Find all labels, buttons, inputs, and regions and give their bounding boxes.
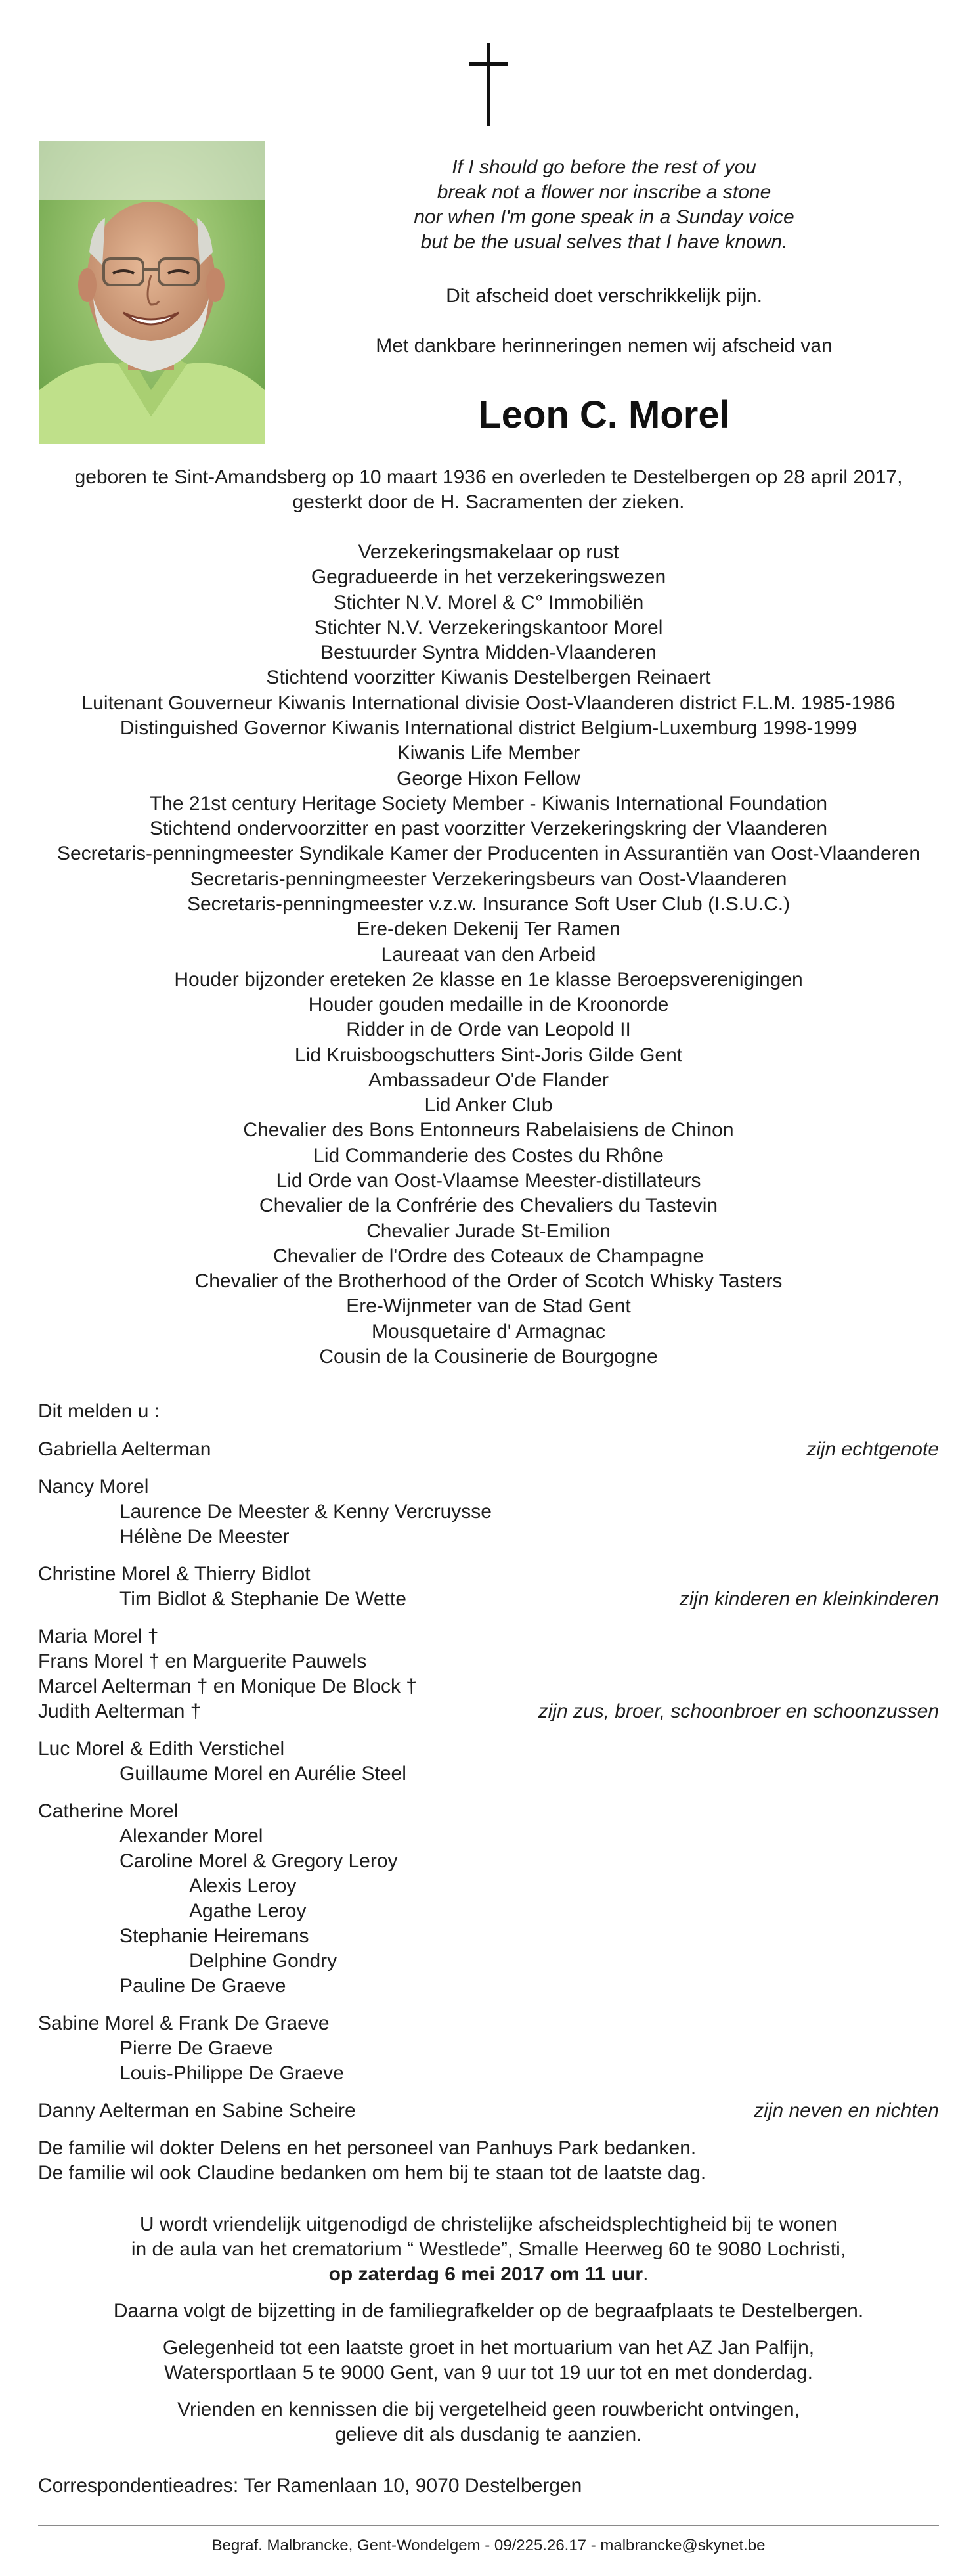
portrait-photo <box>39 141 265 444</box>
family-member: Stephanie Heiremans <box>119 1925 309 1947</box>
title-item: Verzekeringsmakelaar op rust <box>358 541 619 563</box>
title-item: Cousin de la Cousinerie de Bourgogne <box>319 1346 658 1367</box>
title-item: Lid Commanderie des Costes du Rhône <box>313 1144 664 1166</box>
title-item: Bestuurder Syntra Midden-Vlaanderen <box>320 642 657 664</box>
relation-label: zijn neven en nichten <box>754 2100 939 2121</box>
title-item: Lid Anker Club <box>424 1094 553 1117</box>
family-member: Marcel Aelterman † en Monique De Block † <box>38 1676 417 1697</box>
title-item: Kiwanis Life Member <box>397 742 580 765</box>
family-member: Pierre De Graeve <box>119 2037 273 2059</box>
title-item: Mousquetaire d' Armagnac <box>372 1320 605 1343</box>
title-item: Stichtend ondervoorzitter en past voorzitter Verzekeringskring der Vlaanderen <box>149 818 828 840</box>
birth-line-2: gesterkt door de H. Sacramenten der zieken. <box>292 491 685 513</box>
title-item: Stichtend voorzitter Kiwanis Destelbergen Reinaert <box>266 667 711 689</box>
titles-list <box>0 540 977 1369</box>
title-item: Chevalier Jurade St-Emilion <box>366 1220 611 1242</box>
family-member: Hélène De Meester <box>119 1526 290 1547</box>
thanks-line-2: De familie wil ook Claudine bedanken om hem bij te staan tot de laatste dag. <box>38 2162 706 2184</box>
family-member: Judith Aelterman † <box>38 1700 202 1722</box>
title-item: Secretaris-penningmeester v.z.w. Insurance Soft User Club (I.S.U.C.) <box>186 893 791 915</box>
family-member: Laurence De Meester & Kenny Vercruysse <box>119 1501 492 1522</box>
family-member: Gabriella Aelterman <box>38 1438 211 1460</box>
family-member: Nancy Morel <box>38 1476 149 1498</box>
relation-label: zijn kinderen en kleinkinderen <box>679 1588 939 1610</box>
poem-line: but be the usual selves that I have known. <box>420 231 788 253</box>
family-member: Christine Morel & Thierry Bidlot <box>38 1563 311 1585</box>
intro-line-1: Dit afscheid doet verschrikkelijk pijn. <box>446 285 762 307</box>
cross-icon <box>469 43 508 126</box>
ceremony-line-2: in de aula van het crematorium “ Westlede”, Smalle Heerweg 60 te 9080 Lochristi, <box>131 2238 846 2260</box>
poem-line: If I should go before the rest of you <box>452 156 756 178</box>
family-member: Alexander Morel <box>119 1825 263 1847</box>
announce-label: Dit melden u : <box>38 1400 160 1422</box>
ceremony-date <box>0 2262 977 2287</box>
title-item: Ere-deken Dekenij Ter Ramen <box>357 918 620 941</box>
title-item: Luitenant Gouverneur Kiwanis International divisie Oost-Vlaanderen district F.L.M. 1985-1986 <box>81 692 896 714</box>
family-member: Tim Bidlot & Stephanie De Wette <box>119 1588 406 1610</box>
correspondence-address: Correspondentieadres: Ter Ramenlaan 10, 9070 Destelbergen <box>38 2475 582 2497</box>
family-member: Maria Morel † <box>38 1626 159 1647</box>
deceased-name: Leon C. Morel <box>478 393 730 436</box>
poem <box>355 155 854 255</box>
burial-line: Daarna volgt de bijzetting in de familiegrafkelder op de begraafplaats te Destelbergen. <box>113 2300 864 2322</box>
title-item: Stichter N.V. Verzekeringskantoor Morel <box>314 616 663 638</box>
birth-line-1: geboren te Sint-Amandsberg op 10 maart 1936 en overleden te Destelbergen op 28 april 2017, <box>74 466 903 488</box>
family-member: Alexis Leroy <box>189 1875 297 1897</box>
title-item: Laureaat van den Arbeid <box>381 943 596 966</box>
relation-label: zijn echtgenote <box>806 1438 939 1460</box>
family-member: Louis-Philippe De Graeve <box>119 2062 344 2084</box>
family-member: Pauline De Graeve <box>119 1975 286 1997</box>
mortuary-line-1: Gelegenheid tot een laatste groet in het mortuarium van het AZ Jan Palfijn, <box>162 2337 815 2359</box>
title-item: Secretaris-penningmeester Syndikale Kamer der Producenten in Assurantiën van Oost-Vlaanderen <box>56 843 921 865</box>
thanks-line-1: De familie wil dokter Delens en het personeel van Panhuys Park bedanken. <box>38 2137 697 2159</box>
friends-line-2: gelieve dit als dusdanig te aanzien. <box>335 2424 642 2445</box>
ceremony-date-end: . <box>643 2263 649 2285</box>
family-member: Agathe Leroy <box>189 1900 307 1922</box>
title-item: Ambassadeur O'de Flander <box>368 1069 609 1091</box>
family-member: Sabine Morel & Frank De Graeve <box>38 2012 330 2034</box>
mortuary-line-2: Watersportlaan 5 te 9000 Gent, van 9 uur tot 19 uur tot en met donderdag. <box>164 2362 813 2384</box>
family-member: Frans Morel † en Marguerite Pauwels <box>38 1651 367 1672</box>
title-item: Gegradueerde in het verzekeringswezen <box>311 566 666 588</box>
title-item: Lid Kruisboogschutters Sint-Joris Gilde Gent <box>294 1044 683 1066</box>
poem-line: nor when I'm gone speak in a Sunday voice <box>414 206 794 228</box>
family-member: Guillaume Morel en Aurélie Steel <box>119 1763 406 1785</box>
title-item: George Hixon Fellow <box>396 767 581 789</box>
title-item: Stichter N.V. Morel & C° Immobiliën <box>333 591 644 613</box>
poem-line: break not a flower nor inscribe a stone <box>437 181 771 203</box>
title-item: Ere-Wijnmeter van de Stad Gent <box>346 1295 631 1318</box>
family-member: Luc Morel & Edith Verstichel <box>38 1738 285 1760</box>
title-item: Houder bijzonder ereteken 2e klasse en 1e klasse Beroepsverenigingen <box>174 968 803 990</box>
friends-line-1: Vrienden en kennissen die bij vergetelheid geen rouwbericht ontvingen, <box>177 2399 800 2420</box>
footer-divider <box>38 2525 939 2526</box>
ceremony-date-text: op zaterdag 6 mei 2017 om 11 uur <box>328 2263 643 2285</box>
family-member: Catherine Morel <box>38 1800 179 1822</box>
title-item: Ridder in de Orde van Leopold II <box>346 1019 631 1041</box>
title-item: Lid Orde van Oost-Vlaamse Meester-distillateurs <box>276 1170 701 1192</box>
title-item: The 21st century Heritage Society Member - Kiwanis International Foundation <box>149 792 828 814</box>
title-item: Houder gouden medaille in de Kroonorde <box>308 994 669 1016</box>
title-item: Chevalier de l'Ordre des Coteaux de Champagne <box>272 1245 705 1267</box>
title-item: Chevalier de la Confrérie des Chevaliers du Tastevin <box>259 1195 718 1217</box>
footer-undertaker: Begraf. Malbrancke, Gent-Wondelgem - 09/225.26.17 - malbrancke@skynet.be <box>211 2537 766 2554</box>
family-member: Delphine Gondry <box>189 1950 337 1972</box>
title-item: Chevalier of the Brotherhood of the Order of Scotch Whisky Tasters <box>194 1270 783 1293</box>
title-item: Chevalier des Bons Entonneurs Rabelaisiens de Chinon <box>243 1119 734 1142</box>
title-item: Distinguished Governor Kiwanis International district Belgium-Luxemburg 1998-1999 <box>119 717 858 739</box>
intro-line-2: Met dankbare herinneringen nemen wij afscheid van <box>376 335 833 357</box>
family-member: Danny Aelterman en Sabine Scheire <box>38 2100 356 2121</box>
family-member: Caroline Morel & Gregory Leroy <box>119 1850 398 1872</box>
relation-label: zijn zus, broer, schoonbroer en schoonzussen <box>538 1700 939 1722</box>
title-item: Secretaris-penningmeester Verzekeringsbeurs van Oost-Vlaanderen <box>190 868 787 890</box>
ceremony-line-1: U wordt vriendelijk uitgenodigd de christelijke afscheidsplechtigheid bij te wonen <box>139 2213 838 2235</box>
